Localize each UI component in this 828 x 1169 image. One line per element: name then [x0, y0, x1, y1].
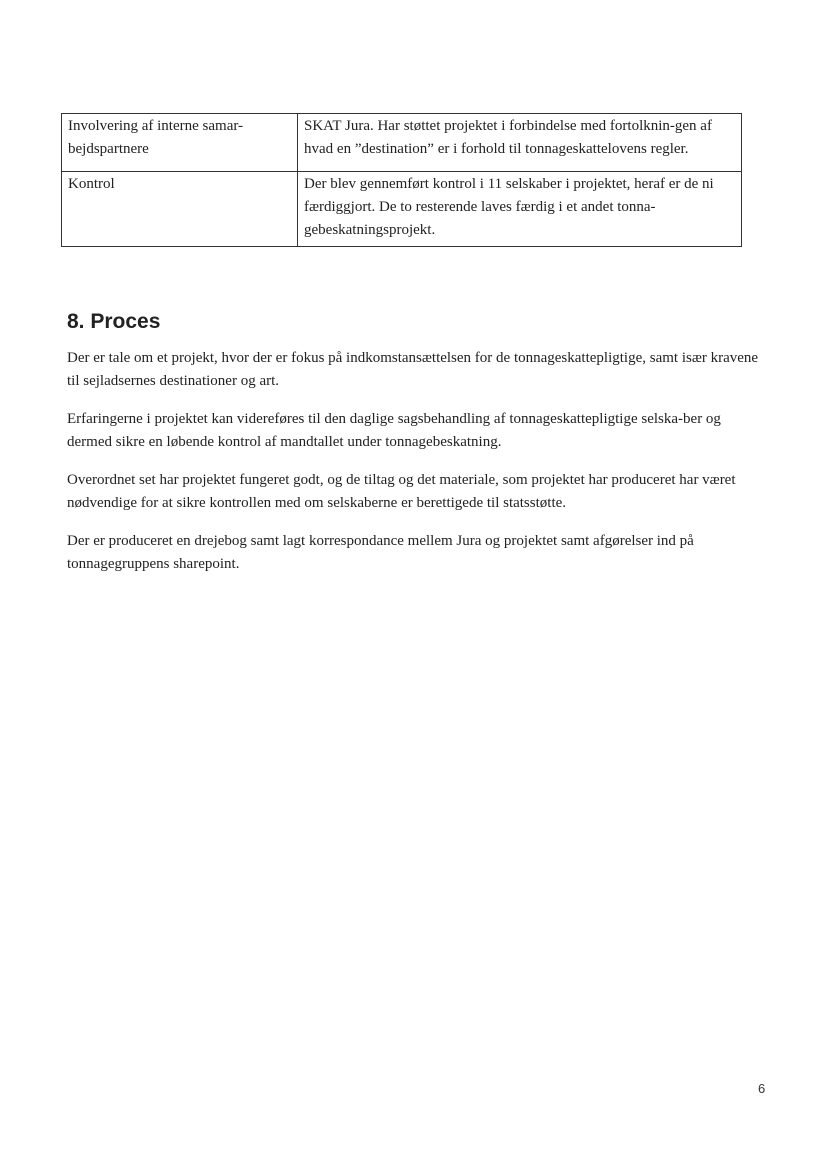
table-row [62, 114, 742, 172]
paragraph: Der er tale om et projekt, hvor der er fokus på indkomstansættelsen for de tonnageskattepligtige, samt især kravene til sejladsernes destinationer og art. [67, 350, 759, 389]
info-table [61, 113, 742, 247]
table-cell-text: SKAT Jura. Har støttet projektet i forbindelse med fortolknin-gen af hvad en ”destination” er i forhold til tonnageskattelovens regler. [298, 114, 742, 172]
page-number: 6 [758, 1081, 766, 1096]
paragraph: Erfaringerne i projektet kan videreføres til den daglige sagsbehandling af tonnageskattepligtige selska-ber og dermed sikre en løbende kontrol af mandtallet under tonnagebeskatning. [67, 411, 721, 450]
paragraph: Overordnet set har projektet fungeret godt, og de tiltag og det materiale, som projektet har produceret har været nødvendige for at sikre kontrollen med om selskaberne er berettigede til statsstøtte. [67, 472, 736, 511]
table-cell-label: Kontrol [62, 172, 298, 247]
section-heading: 8. Proces [67, 310, 161, 333]
table-cell-label: Involvering af interne samar-bejdspartnere [62, 114, 298, 172]
section-body [67, 347, 767, 591]
table-cell-text: Der blev gennemført kontrol i 11 selskaber i projektet, heraf er de ni færdiggjort. De to resterende laves færdig i et andet tonna-gebeskatningsprojekt. [298, 172, 742, 247]
table-row [62, 172, 742, 247]
paragraph: Der er produceret en drejebog samt lagt korrespondance mellem Jura og projektet samt afgørelser ind på tonnagegruppens sharepoint. [67, 533, 694, 572]
